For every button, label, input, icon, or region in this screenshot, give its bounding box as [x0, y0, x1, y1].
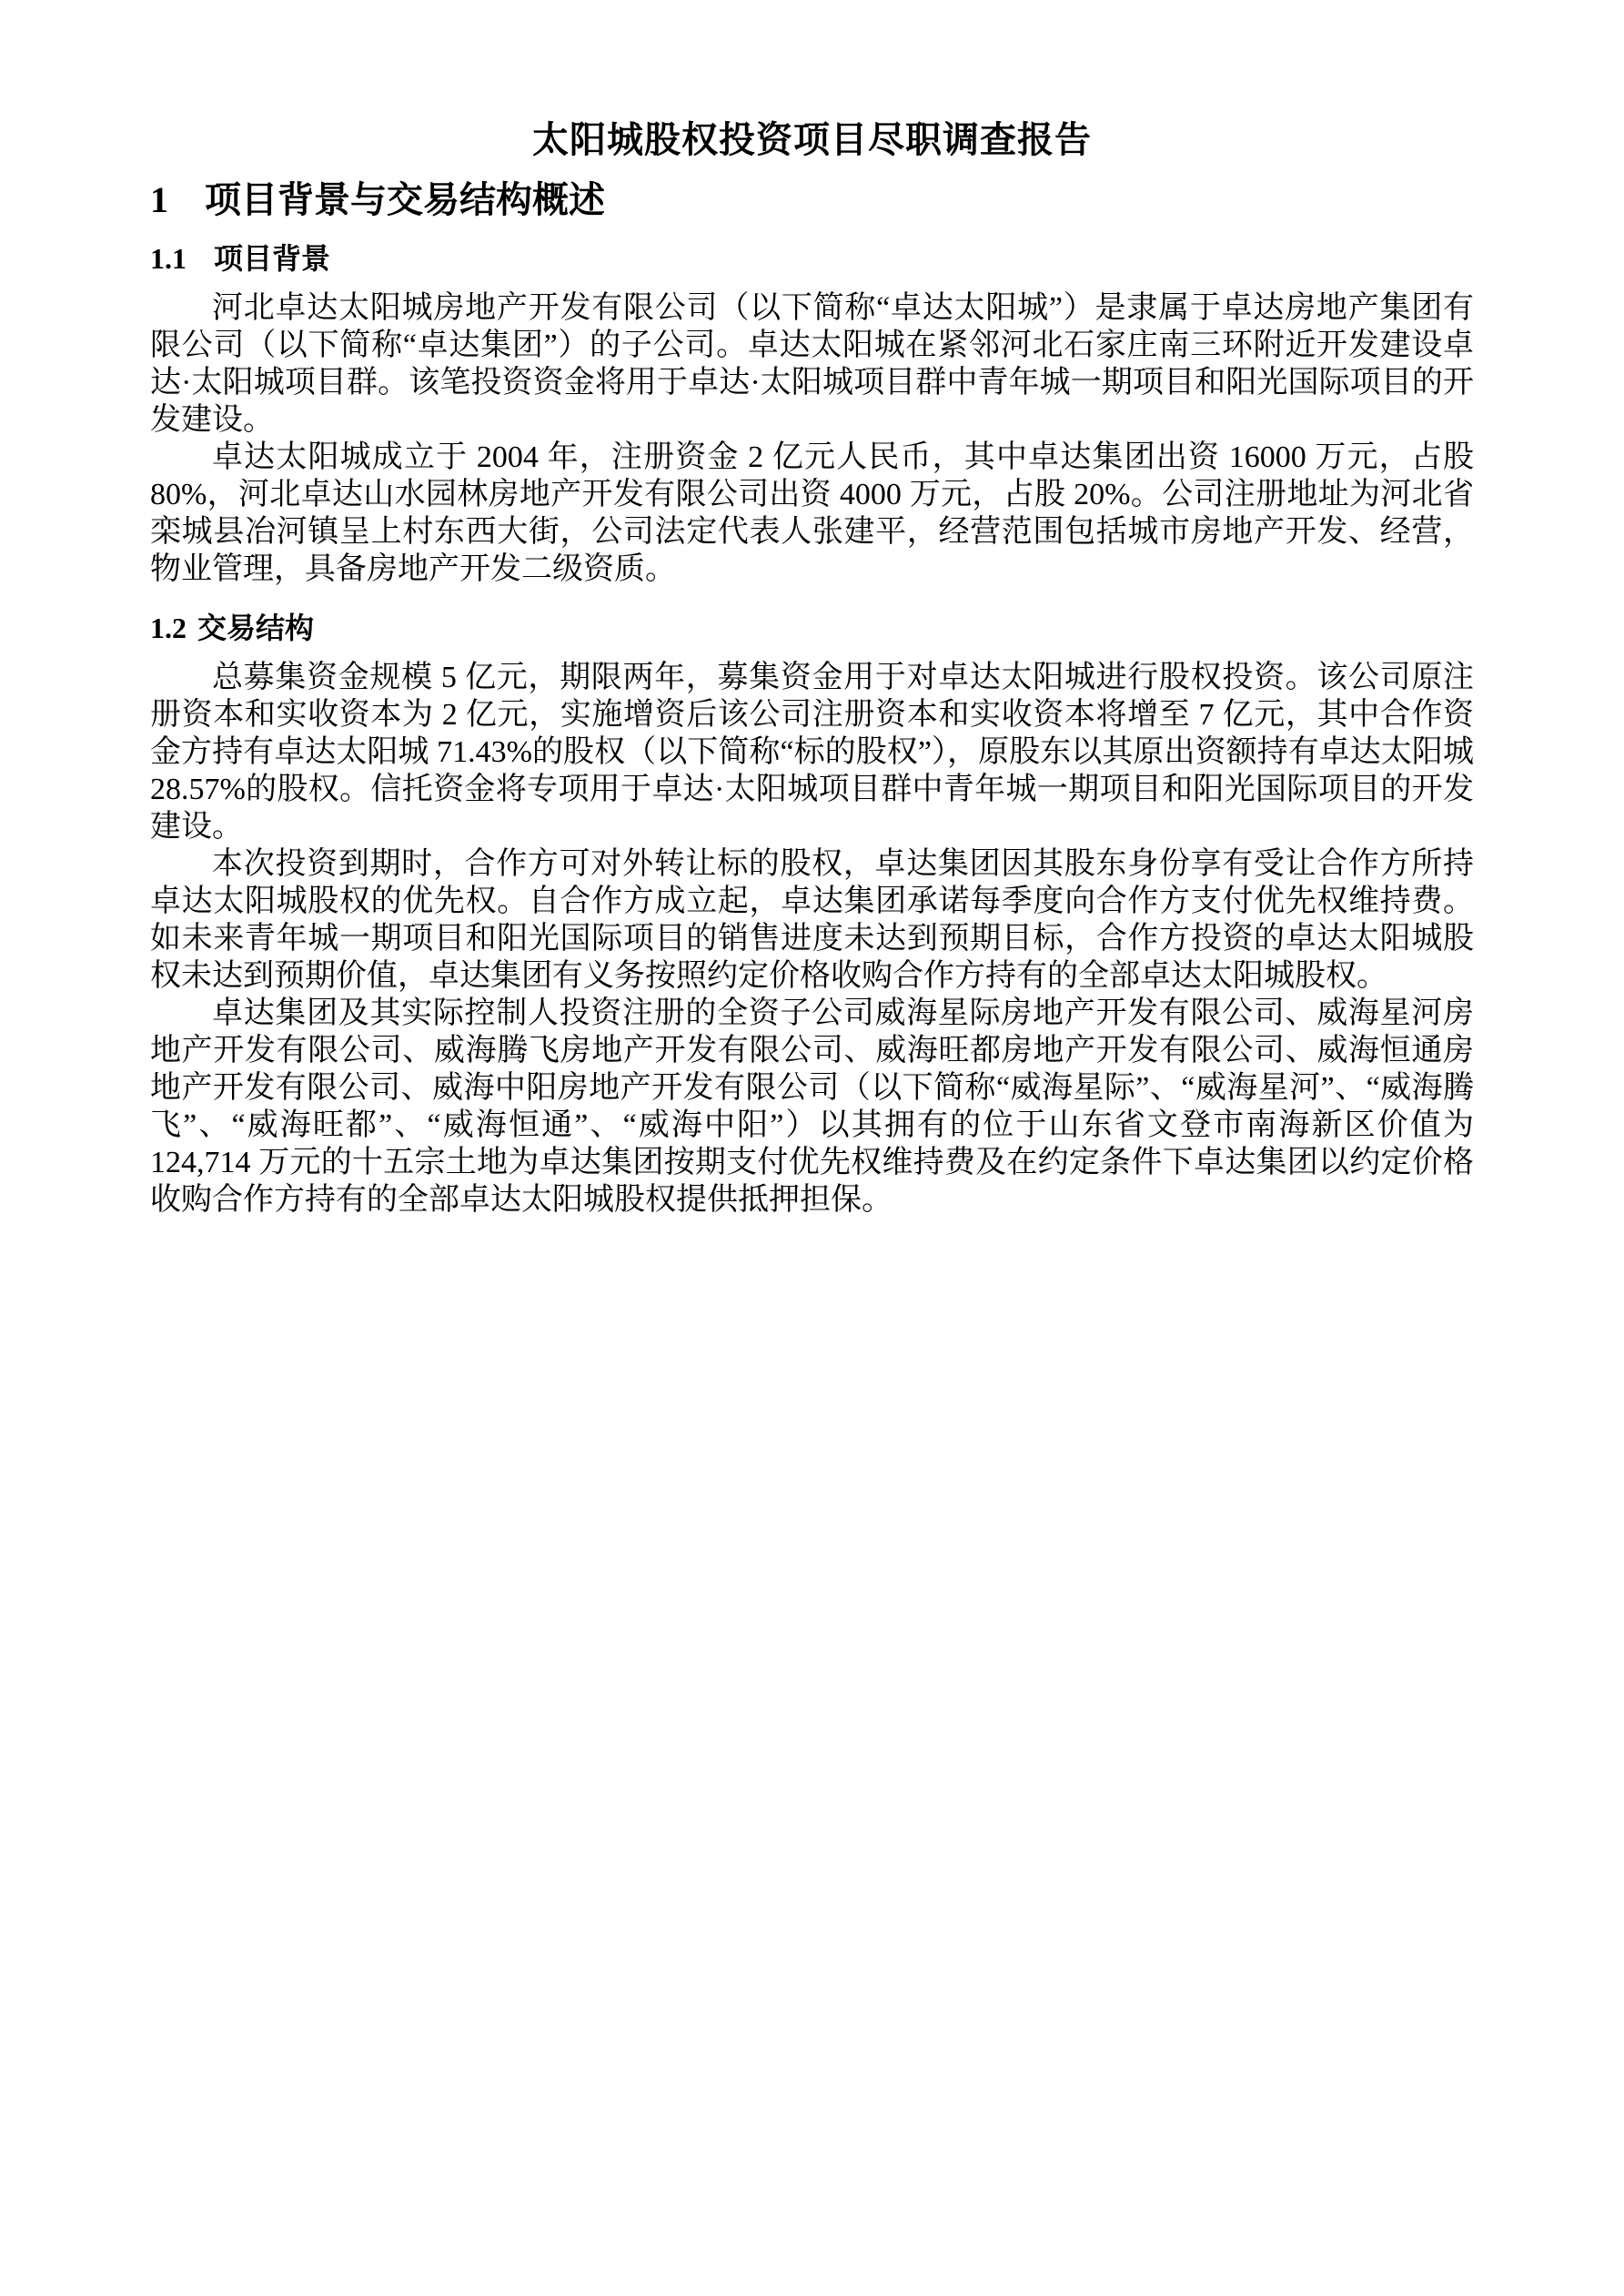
section-1-1-heading-text: 项目背景 — [214, 242, 331, 275]
section-1-2-heading-text: 交易结构 — [197, 612, 315, 644]
section-1-1-heading — [150, 238, 1474, 278]
paragraph: 卓达集团及其实际控制人投资注册的全资子公司威海星际房地产开发有限公司、威海星河房地产开发有限公司、威海腾飞房地产开发有限公司、威海旺都房地产开发有限公司、威海恒通房地产开发有限公司、威海中阳房地产开发有限公司（以下简称“威海星际”、“威海星河”、“威海腾飞”、“威海旺都”、“威海恒通”、“威海中阳”）以其拥有的位于山东省文登市南海新区价值为 124,714 万元的十五宗土地为卓达集团按期支付优先权维持费及在约定条件下卓达集团以约定价格收购合作方持有的全部卓达太阳城股权提供抵押担保。 — [150, 996, 1474, 1217]
section-1-2-number: 1.2 — [150, 612, 187, 644]
paragraph: 卓达太阳城成立于 2004 年，注册资金 2 亿元人民币，其中卓达集团出资 16000 万元，占股 80%，河北卓达山水园林房地产开发有限公司出资 4000 万元，占股 20%。公司注册地址为河北省栾城县冶河镇呈上村东西大街，公司法定代表人张建平，经营范围包括城市房地产开发、经营，物业管理，具备房地产开发二级资质。 — [150, 440, 1474, 586]
section-1-number: 1 — [150, 179, 168, 220]
section-1-heading — [150, 177, 1474, 224]
paragraph: 总募集资金规模 5 亿元，期限两年，募集资金用于对卓达太阳城进行股权投资。该公司原注册资本和实收资本为 2 亿元，实施增资后该公司注册资本和实收资本将增至 7 亿元，其中合作资金方持有卓达太阳城 71.43%的股权（以下简称“标的股权”），原股东以其原出资额持有卓达太阳城 28.57%的股权。信托资金将专项用于卓达·太阳城项目群中青年城一期项目和阳光国际项目的开发建设。 — [150, 661, 1474, 844]
paragraph: 本次投资到期时，合作方可对外转让标的股权，卓达集团因其股东身份享有受让合作方所持卓达太阳城股权的优先权。自合作方成立起，卓达集团承诺每季度向合作方支付优先权维持费。如未来青年城一期项目和阳光国际项目的销售进度未达到预期目标，合作方投资的卓达太阳城股权未达到预期价值，卓达集团有义务按照约定价格收购合作方持有的全部卓达太阳城股权。 — [150, 847, 1474, 993]
paragraph: 河北卓达太阳城房地产开发有限公司（以下简称“卓达太阳城”）是隶属于卓达房地产集团有限公司（以下简称“卓达集团”）的子公司。卓达太阳城在紧邻河北石家庄南三环附近开发建设卓达·太阳城项目群。该笔投资资金将用于卓达·太阳城项目群中青年城一期项目和阳光国际项目的开发建设。 — [150, 291, 1474, 437]
document-title: 太阳城股权投资项目尽职调查报告 — [532, 119, 1092, 160]
section-1-heading-text: 项目背景与交易结构概述 — [205, 179, 605, 220]
section-1-2-heading — [150, 608, 1474, 648]
section-1-1-number: 1.1 — [150, 242, 187, 275]
